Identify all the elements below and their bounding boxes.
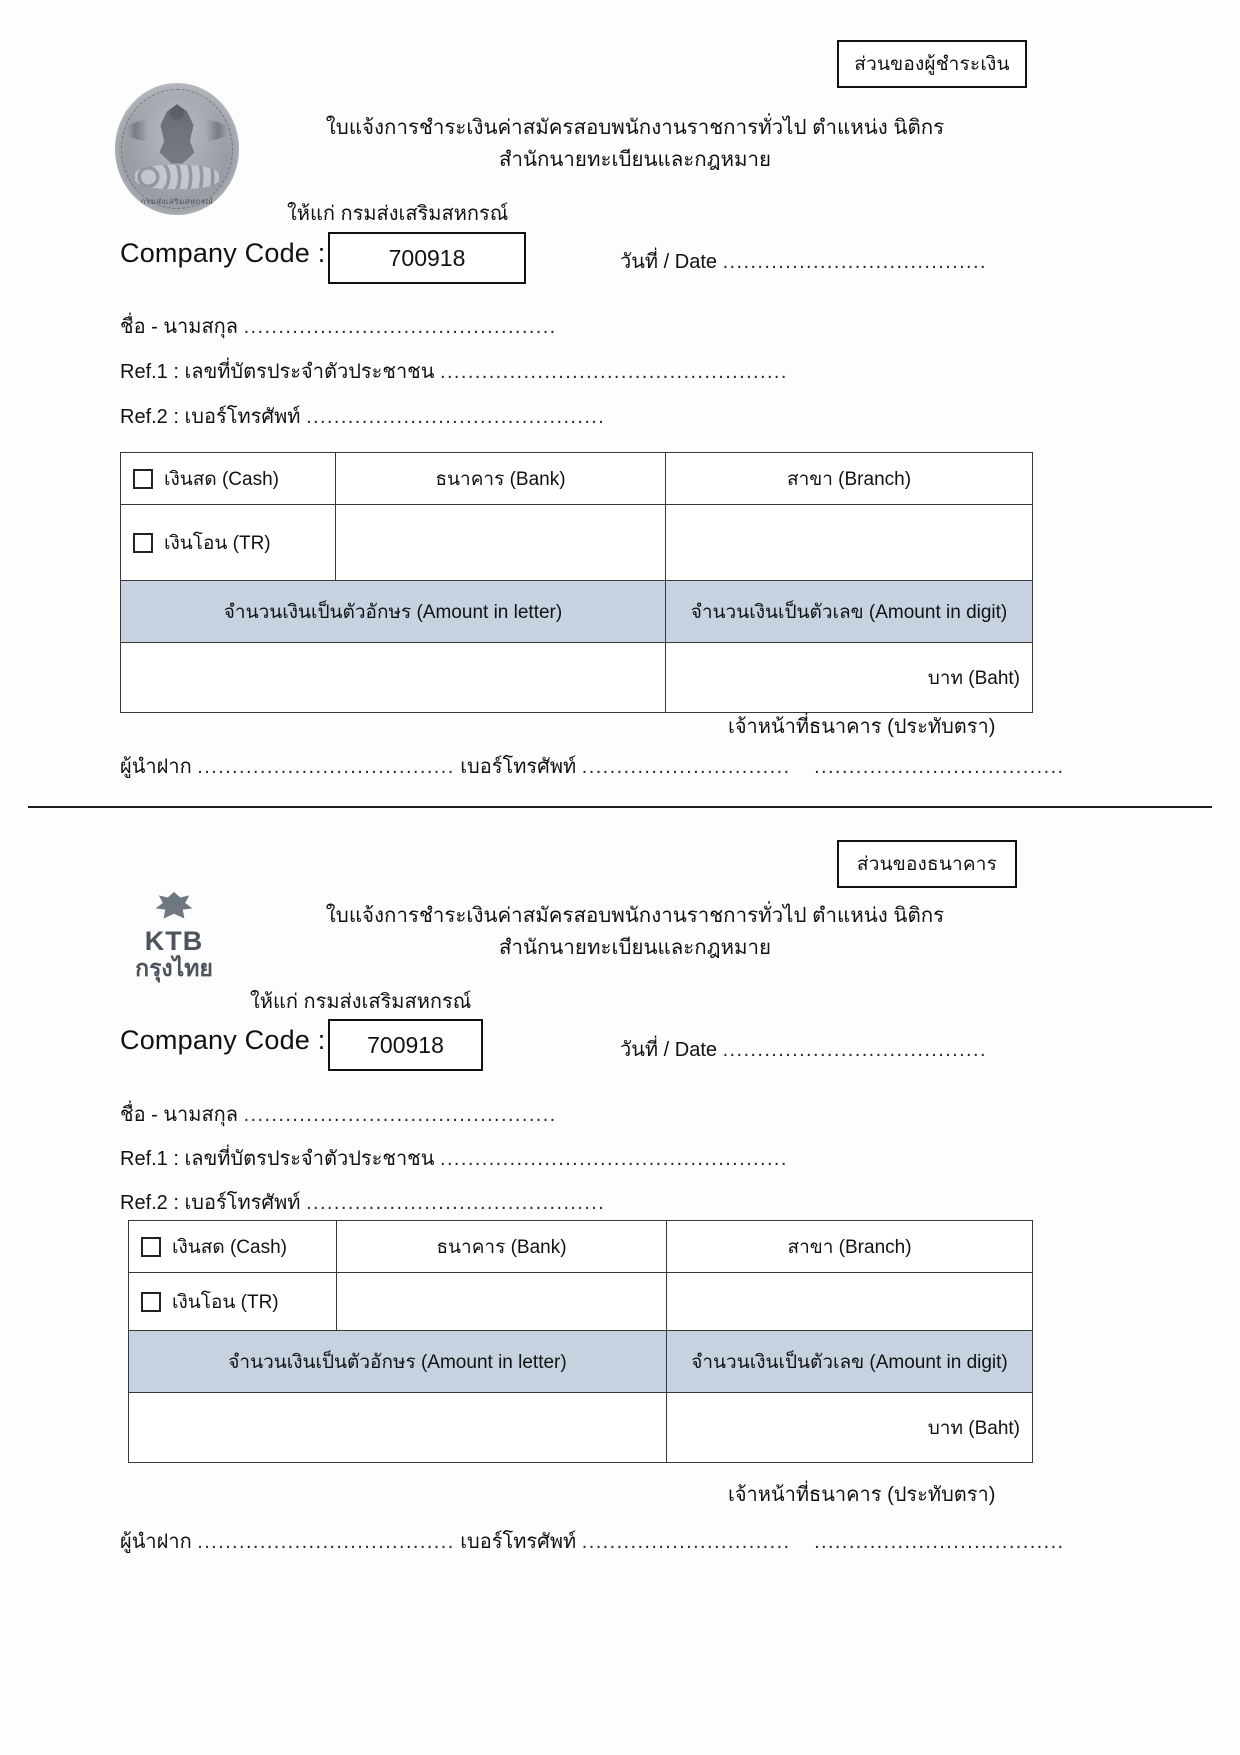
ktb-bird-icon <box>154 892 194 926</box>
ktb-thai-text: กรุงไทย <box>135 954 213 981</box>
cash-checkbox[interactable] <box>133 469 153 489</box>
branch-header-cell-bank <box>667 1221 1033 1273</box>
amount-digit-header-bank <box>667 1331 1033 1393</box>
company-code-label-bank: Company Code : <box>120 1025 326 1055</box>
company-code-box-bank <box>328 1019 483 1071</box>
table-row-amount-values-bank <box>129 1393 1033 1463</box>
ref2-dots-bank: ........................................... <box>306 1192 606 1214</box>
officer-stamp-label-bank: เจ้าหน้าที่ธนาคาร (ประทับตรา) <box>728 1484 996 1506</box>
corner-tag-payer-label: ส่วนของผู้ชำระเงิน <box>854 54 1010 75</box>
depositor-dots-bank: ..................................... <box>197 1531 455 1553</box>
corner-tag-bank <box>837 840 1017 888</box>
corner-tag-payer <box>837 40 1027 88</box>
name-dots-bank: ............................................. <box>243 1104 557 1126</box>
transfer-option-cell[interactable] <box>121 505 336 581</box>
transfer-option-cell-bank[interactable] <box>129 1273 337 1331</box>
recipient-label: ให้แก่ กรมส่งเสริมสหกรณ์ <box>287 203 509 225</box>
branch-input-cell[interactable] <box>666 505 1033 581</box>
amount-letter-label: จำนวนเงินเป็นตัวอักษร (Amount in letter) <box>223 601 563 623</box>
depositor-phone-dots: .............................. <box>581 756 791 778</box>
table-row-cash-bank <box>129 1221 1033 1273</box>
table-row-amount-headers-bank <box>129 1331 1033 1393</box>
cash-label: เงินสด (Cash) <box>164 468 279 490</box>
depositor-field-bank <box>120 1525 1065 1557</box>
ref2-label: Ref.2 : เบอร์โทรศัพท์ <box>120 406 301 428</box>
cash-label-bank: เงินสด (Cash) <box>172 1236 287 1258</box>
table-row-cash <box>121 453 1033 505</box>
date-dots: ...................................... <box>722 251 987 273</box>
date-label-bank: วันที่ / Date <box>620 1039 718 1061</box>
seal-pedestal <box>135 165 219 189</box>
amount-digit-label-bank: จำนวนเงินเป็นตัวเลข (Amount in digit) <box>691 1351 1008 1373</box>
date-field-bank <box>620 1033 987 1065</box>
table-row-transfer-bank <box>129 1273 1033 1331</box>
depositor-label-bank: ผู้นำฝาก <box>120 1531 192 1553</box>
amount-digit-label: จำนวนเงินเป็นตัวเลข (Amount in digit) <box>690 601 1008 623</box>
transfer-label: เงินโอน (TR) <box>164 532 271 554</box>
branch-label-bank: สาขา (Branch) <box>787 1236 912 1258</box>
table-row-amount-values <box>121 643 1033 713</box>
amount-digit-input-cell-bank[interactable] <box>667 1393 1033 1463</box>
garuda-seal-logo <box>115 83 239 215</box>
bank-label: ธนาคาร (Bank) <box>435 468 566 490</box>
depositor-label: ผู้นำฝาก <box>120 756 192 778</box>
depositor-dots: ..................................... <box>197 756 455 778</box>
amount-letter-label-bank: จำนวนเงินเป็นตัวอักษร (Amount in letter) <box>228 1351 567 1373</box>
amount-letter-input-cell-bank[interactable] <box>129 1393 667 1463</box>
title-line-2-bank: สำนักนายทะเบียนและกฎหมาย <box>498 936 772 960</box>
amount-letter-input-cell[interactable] <box>121 643 666 713</box>
company-code-value-bank: 700918 <box>367 1031 444 1058</box>
depositor-field <box>120 750 1065 782</box>
amount-letter-header <box>121 581 666 643</box>
branch-header-cell <box>666 453 1033 505</box>
amount-letter-header-bank <box>129 1331 667 1393</box>
title-line-1-bank: ใบแจ้งการชำระเงินค่าสมัครสอบพนักงานราชการทั่วไป ตำแหน่ง นิติกร <box>325 904 945 927</box>
recipient-label-bank: ให้แก่ กรมส่งเสริมสหกรณ์ <box>250 991 472 1013</box>
transfer-label-bank: เงินโอน (TR) <box>172 1291 279 1313</box>
title-line-2: สำนักนายทะเบียนและกฎหมาย <box>498 148 772 172</box>
cash-option-cell[interactable] <box>121 453 336 505</box>
date-dots-bank: ...................................... <box>722 1039 987 1061</box>
depositor-phone-dots-bank: .............................. <box>581 1531 791 1553</box>
name-label: ชื่อ - นามสกุล <box>120 316 239 338</box>
name-field <box>120 310 557 342</box>
name-label-bank: ชื่อ - นามสกุล <box>120 1104 239 1126</box>
seal-caption: กรมส่งเสริมสหกรณ์ <box>140 197 214 206</box>
ref2-field <box>120 400 605 432</box>
amount-digit-header <box>666 581 1033 643</box>
ref1-dots: .................................................. <box>440 361 788 383</box>
table-row-amount-headers <box>121 581 1033 643</box>
slip-divider <box>28 806 1212 808</box>
corner-tag-bank-label: ส่วนของธนาคาร <box>856 854 998 875</box>
transfer-checkbox-bank[interactable] <box>141 1292 161 1312</box>
officer-stamp-label: เจ้าหน้าที่ธนาคาร (ประทับตรา) <box>728 716 996 738</box>
ref1-field-bank <box>120 1142 788 1174</box>
company-code-label: Company Code : <box>120 238 326 268</box>
date-label: วันที่ / Date <box>620 251 718 273</box>
ref1-dots-bank: .................................................. <box>440 1148 788 1170</box>
ref1-label: Ref.1 : เลขที่บัตรประจำตัวประชาชน <box>120 361 435 383</box>
depositor-phone-label-bank: เบอร์โทรศัพท์ <box>460 1531 577 1553</box>
company-code-box <box>328 232 526 284</box>
bank-label-bank: ธนาคาร (Bank) <box>436 1236 567 1258</box>
amount-digit-input-cell[interactable] <box>666 643 1033 713</box>
bank-header-cell-bank <box>337 1221 667 1273</box>
ref2-dots: ........................................... <box>306 406 606 428</box>
ref1-label-bank: Ref.1 : เลขที่บัตรประจำตัวประชาชน <box>120 1148 435 1170</box>
bank-header-cell <box>336 453 666 505</box>
document-title-bank <box>270 900 1000 965</box>
company-code-value: 700918 <box>388 244 466 271</box>
ktb-text: KTB <box>144 926 204 956</box>
branch-label: สาขา (Branch) <box>786 468 912 490</box>
name-dots: ............................................. <box>243 316 557 338</box>
cash-option-cell-bank[interactable] <box>129 1221 337 1273</box>
table-row-transfer <box>121 505 1033 581</box>
ref2-label-bank: Ref.2 : เบอร์โทรศัพท์ <box>120 1192 301 1214</box>
ref1-field <box>120 355 788 387</box>
cash-checkbox-bank[interactable] <box>141 1237 161 1257</box>
officer-stamp-dots: .................................... <box>814 756 1065 778</box>
officer-stamp-dots-bank: .................................... <box>814 1531 1065 1553</box>
ref2-field-bank <box>120 1186 605 1218</box>
branch-input-cell-bank[interactable] <box>667 1273 1033 1331</box>
ktb-bank-logo <box>118 892 230 981</box>
title-line-1: ใบแจ้งการชำระเงินค่าสมัครสอบพนักงานราชการทั่วไป ตำแหน่ง นิติกร <box>325 116 945 139</box>
baht-label-bank: บาท (Baht) <box>927 1417 1020 1439</box>
name-field-bank <box>120 1098 557 1130</box>
payment-details-table-bank <box>128 1220 1033 1463</box>
bank-input-cell[interactable] <box>336 505 666 581</box>
date-field <box>620 245 987 277</box>
bank-input-cell-bank[interactable] <box>337 1273 667 1331</box>
transfer-checkbox[interactable] <box>133 533 153 553</box>
depositor-phone-label: เบอร์โทรศัพท์ <box>460 756 577 778</box>
payment-details-table <box>120 452 1033 713</box>
baht-label: บาท (Baht) <box>927 667 1020 689</box>
bank-slip-section <box>0 854 1240 1755</box>
document-title <box>270 112 1000 177</box>
